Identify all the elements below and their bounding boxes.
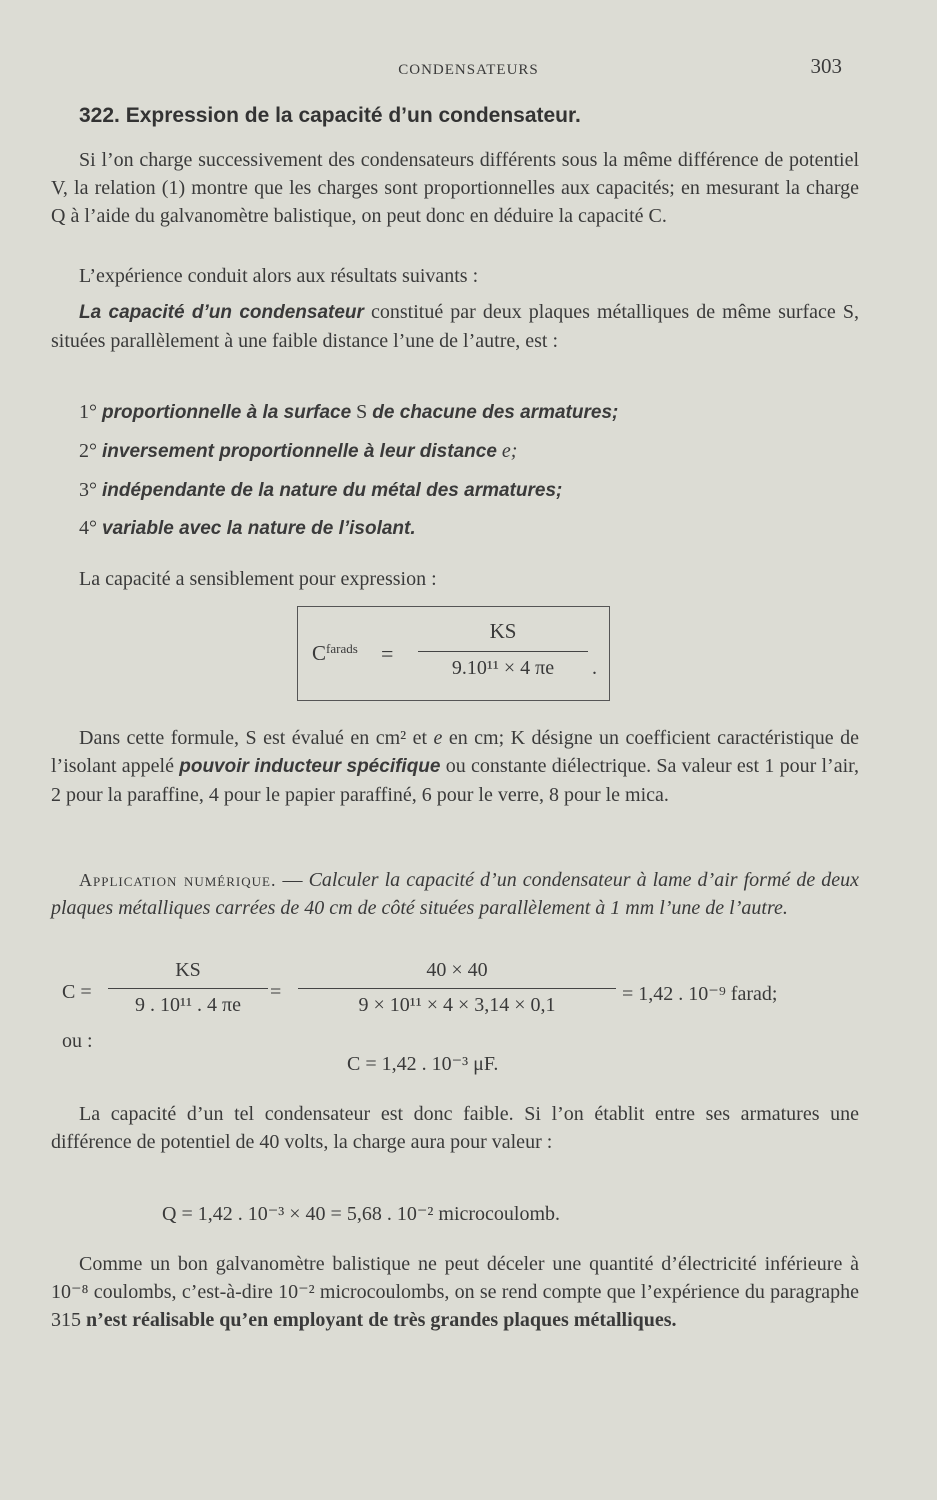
paragraph-formula-explanation bbox=[51, 724, 859, 809]
section-heading: 322. Expression de la capacité d’un condensateur. bbox=[79, 104, 581, 127]
paragraph-conclusion bbox=[51, 1250, 859, 1334]
term-dielectric: pouvoir inducteur spécifique bbox=[179, 756, 441, 777]
application-text: Calculer la capacité d’un condensateur à lame d’air formé de deux plaques métalliques carrées de 40 cm de côté situées parallèlement à 1 mm l’une de l’autre. bbox=[51, 869, 860, 919]
application-label: Application numérique. bbox=[79, 870, 277, 890]
running-title: CONDENSATEURS bbox=[398, 62, 539, 78]
item-symbol: e; bbox=[496, 440, 518, 462]
paragraph-expression: La capacité a sensiblement pour expression : bbox=[79, 568, 437, 590]
text-span: Comme un bon galvanomètre balistique ne peut déceler une quantité d’électricité inférieure à 10⁻⁸ coulombs, c’est-à-dire 10⁻² microcoulombs, on se rend compte que l’expérience du paragraphe 315 bbox=[51, 1253, 859, 1331]
formula-period: . bbox=[592, 657, 597, 679]
dash: — bbox=[276, 869, 309, 891]
formula-numerator: KS bbox=[489, 619, 517, 643]
item-number: 4° bbox=[79, 517, 97, 539]
formula-equals: = bbox=[381, 641, 394, 666]
paragraph-capacity-definition bbox=[51, 298, 859, 355]
conclusion-emphasis: n’est réalisable qu’en employant de très grandes plaques métalliques. bbox=[86, 1309, 677, 1331]
list-item-3 bbox=[79, 476, 859, 505]
formula-c-unit: farads bbox=[326, 641, 358, 656]
list-item-4 bbox=[79, 514, 859, 543]
text-span: en cm; K désigne un coefficient caractéristique de l’isolant appelé bbox=[51, 727, 859, 777]
item-number: 3° bbox=[79, 479, 97, 501]
item-text: inversement proportionnelle à leur distance bbox=[102, 441, 497, 462]
application-problem bbox=[51, 866, 859, 922]
calc-result: = 1,42 . 10⁻⁹ farad; bbox=[622, 983, 778, 1005]
definition-lead: La capacité d’un condensateur bbox=[79, 302, 364, 323]
item-symbol: S bbox=[351, 401, 373, 423]
calc-fraction1-numerator: KS bbox=[175, 959, 201, 981]
item-text: indépendante de la nature du métal des armatures; bbox=[102, 480, 563, 501]
definition-rest: constitué par deux plaques métalliques de même surface S, situées parallèlement à une faible distance l’une de l’autre, est : bbox=[51, 301, 859, 352]
item-text-end: de chacune des armatures; bbox=[372, 402, 619, 423]
formula-c bbox=[312, 641, 358, 666]
formula-denominator: 9.10¹¹ × 4 πe bbox=[451, 657, 555, 679]
calc-c: C = bbox=[62, 981, 92, 1003]
calc-fraction2-bar bbox=[298, 988, 616, 989]
symbol-e: e bbox=[433, 727, 443, 749]
formula-fraction-bar bbox=[418, 651, 588, 652]
text-span: Dans cette formule, S est évalué en cm² et bbox=[79, 727, 434, 749]
formula-c-letter: C bbox=[312, 641, 327, 665]
list-item-2 bbox=[79, 437, 859, 466]
list-item-1 bbox=[79, 398, 859, 427]
text-span: ou constante diélectrique. Sa valeur est 1 pour l’air, 2 pour la paraffine, 4 pour le papier paraffiné, 6 pour le verre, 8 pour le mica. bbox=[51, 755, 860, 806]
paragraph-charge: Si l’on charge successivement des condensateurs différents sous la même différence de potentiel V, la relation (1) montre que les charges sont proportionnelles aux capacités; en mesurant la charge Q à l’aide du galvanomètre balistique, on peut donc en déduire la capacité C. bbox=[51, 149, 859, 227]
calc-fraction2-numerator: 40 × 40 bbox=[426, 959, 488, 981]
item-number: 1° bbox=[79, 401, 97, 423]
calc-fraction1-bar bbox=[108, 988, 268, 989]
item-text: variable avec la nature de l’isolant. bbox=[102, 518, 416, 539]
paragraph-charge-value: La capacité d’un tel condensateur est donc faible. Si l’on établit entre ses armatures une différence de potentiel de 40 volts, la charge aura pour valeur : bbox=[51, 1103, 859, 1153]
charge-equation: Q = 1,42 . 10⁻³ × 40 = 5,68 . 10⁻² microcoulomb. bbox=[162, 1203, 561, 1225]
capacity-formula-box bbox=[297, 606, 610, 701]
calc-fraction2-denominator: 9 × 10¹¹ × 4 × 3,14 × 0,1 bbox=[358, 994, 556, 1016]
calc-fraction1-denominator: 9 . 10¹¹ . 4 πe bbox=[135, 994, 241, 1016]
item-number: 2° bbox=[79, 440, 97, 462]
calc-result-microfarad: C = 1,42 . 10⁻³ μF. bbox=[347, 1053, 499, 1075]
item-text: proportionnelle à la surface bbox=[102, 402, 352, 423]
page-number: 303 bbox=[810, 54, 842, 78]
calc-equals: = bbox=[270, 981, 282, 1003]
calc-or: ou : bbox=[62, 1030, 93, 1052]
paragraph-experience: L’expérience conduit alors aux résultats suivants : bbox=[79, 265, 479, 287]
